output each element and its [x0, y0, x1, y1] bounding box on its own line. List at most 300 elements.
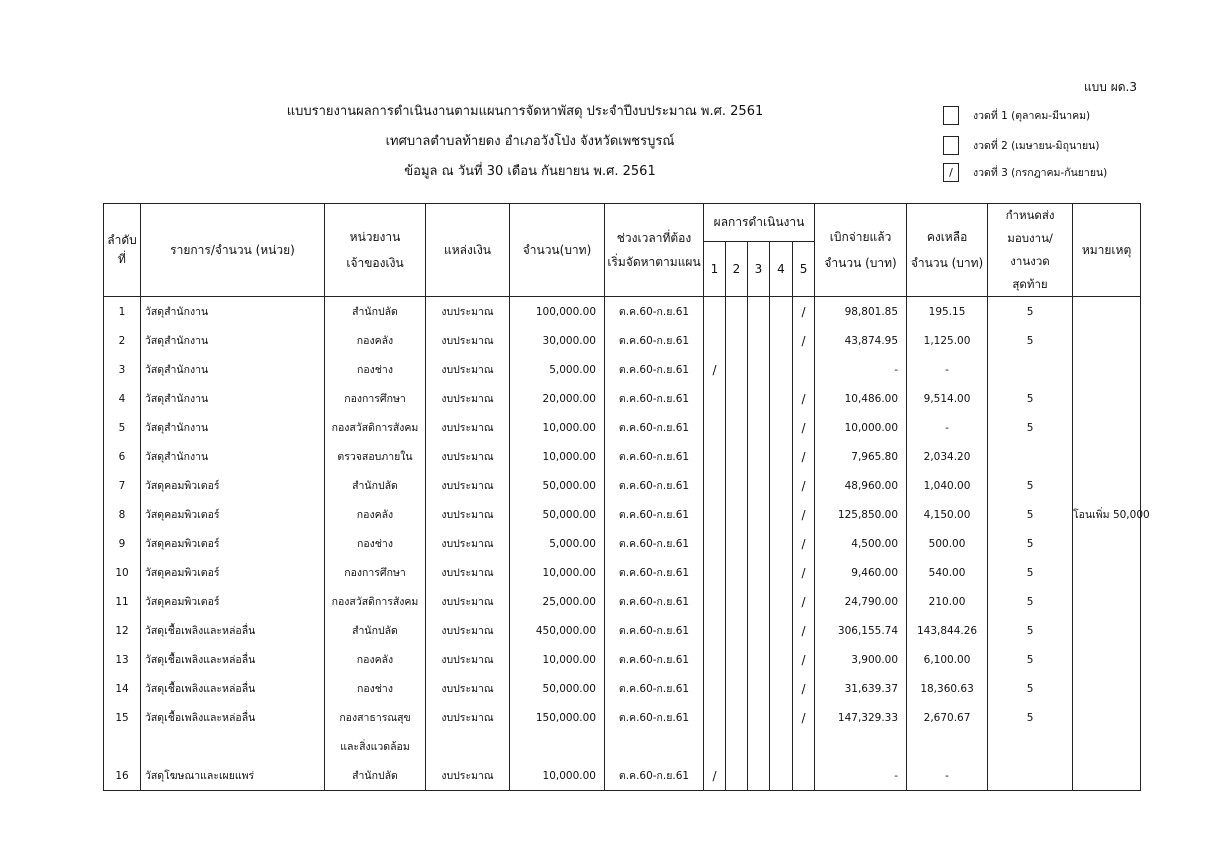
row-paid: 31,639.37: [815, 674, 907, 703]
row-step-2-mark: [726, 500, 748, 529]
row-step-1-mark: [704, 384, 726, 413]
row-source: งบประมาณ: [426, 471, 510, 500]
row-balance: 2,034.20: [907, 442, 988, 471]
row-deadline: 5: [988, 471, 1073, 500]
row-step-5-mark: /: [793, 558, 815, 587]
row-paid: -: [815, 761, 907, 791]
col-step-5: 5: [793, 241, 815, 296]
row-step-3-mark: [748, 703, 770, 732]
row-balance: -: [907, 761, 988, 791]
table-row: [104, 297, 1141, 327]
row-step-4-mark: [770, 529, 793, 558]
row-step-1-mark: /: [704, 761, 726, 791]
row-step-4-mark: [770, 558, 793, 587]
row-step-3-mark: [748, 558, 770, 587]
row-source: งบประมาณ: [426, 529, 510, 558]
row-step-1-mark: [704, 326, 726, 355]
row-unit: สำนักปลัด: [325, 297, 426, 327]
row-source: งบประมาณ: [426, 703, 510, 732]
table-row: [104, 732, 1141, 761]
table-row: [104, 442, 1141, 471]
row-step-3-mark: [748, 587, 770, 616]
row-step-4-mark: [770, 355, 793, 384]
row-step-1-mark: [704, 529, 726, 558]
row-unit: ตรวจสอบภายใน: [325, 442, 426, 471]
row-paid: 43,874.95: [815, 326, 907, 355]
row-step-5-mark: [793, 761, 815, 791]
row-period: ต.ค.60-ก.ย.61: [605, 500, 704, 529]
row-deadline: [988, 442, 1073, 471]
row-number: 14: [104, 674, 141, 703]
row-number: 13: [104, 645, 141, 674]
row-period: ต.ค.60-ก.ย.61: [605, 529, 704, 558]
row-number: 3: [104, 355, 141, 384]
row-balance: 9,514.00: [907, 384, 988, 413]
table-row: [104, 674, 1141, 703]
row-unit: กองการศึกษา: [325, 384, 426, 413]
col-balance: คงเหลือ จำนวน (บาท): [907, 204, 988, 297]
table-row: [104, 355, 1141, 384]
row-number: 2: [104, 326, 141, 355]
row-remark: [1073, 326, 1141, 355]
period-1: [943, 106, 1090, 125]
row-period: ต.ค.60-ก.ย.61: [605, 674, 704, 703]
row-paid: 125,850.00: [815, 500, 907, 529]
row-deadline: 5: [988, 645, 1073, 674]
row-number: 11: [104, 587, 141, 616]
row-item: วัสดุคอมพิวเตอร์: [141, 587, 325, 616]
period-2: [943, 136, 1099, 155]
row-paid: [815, 732, 907, 761]
col-step-3: 3: [748, 241, 770, 296]
row-balance: 6,100.00: [907, 645, 988, 674]
organization-line: เทศบาลตำบลท้ายดง อำเภอวังโป่ง จังหวัดเพชรบูรณ์: [385, 134, 675, 149]
row-unit: สำนักปลัด: [325, 761, 426, 791]
row-step-3-mark: [748, 471, 770, 500]
row-step-4-mark: [770, 703, 793, 732]
data-date-line: ข้อมูล ณ วันที่ 30 เดือน กันยายน พ.ศ. 2561: [404, 164, 656, 179]
row-period: ต.ค.60-ก.ย.61: [605, 413, 704, 442]
row-step-3-mark: [748, 674, 770, 703]
row-step-3-mark: [748, 529, 770, 558]
form-code: แบบ ผด.3: [1083, 80, 1137, 94]
row-deadline: 5: [988, 674, 1073, 703]
row-step-2-mark: [726, 761, 748, 791]
row-number: 10: [104, 558, 141, 587]
row-number: [104, 732, 141, 761]
row-unit: กองการศึกษา: [325, 558, 426, 587]
row-unit: สำนักปลัด: [325, 471, 426, 500]
row-step-1-mark: [704, 703, 726, 732]
row-paid: 48,960.00: [815, 471, 907, 500]
row-deadline: 5: [988, 413, 1073, 442]
row-step-3-mark: [748, 442, 770, 471]
row-step-4-mark: [770, 297, 793, 327]
row-item: [141, 732, 325, 761]
row-item: วัสดุสำนักงาน: [141, 442, 325, 471]
row-step-3-mark: [748, 326, 770, 355]
row-step-3-mark: [748, 732, 770, 761]
col-step-4: 4: [770, 241, 793, 296]
row-step-1-mark: [704, 558, 726, 587]
row-step-4-mark: [770, 674, 793, 703]
row-step-5-mark: /: [793, 297, 815, 327]
row-step-3-mark: [748, 355, 770, 384]
row-source: งบประมาณ: [426, 297, 510, 327]
procurement-table: [103, 203, 1150, 791]
col-deadline: กำหนดส่ง มอบงาน/ งานงวด สุดท้าย: [988, 204, 1073, 297]
row-remark: [1073, 471, 1141, 500]
report-title: แบบรายงานผลการดำเนินงานตามแผนการจัดหาพัสดุ ประจำปีงบประมาณ พ.ศ. 2561: [286, 104, 764, 119]
period-3: [943, 163, 1107, 182]
row-deadline: [988, 732, 1073, 761]
row-paid: 7,965.80: [815, 442, 907, 471]
row-period: ต.ค.60-ก.ย.61: [605, 355, 704, 384]
row-item: วัสดุเชื้อเพลิงและหล่อลื่น: [141, 674, 325, 703]
row-step-5-mark: [793, 732, 815, 761]
row-step-4-mark: [770, 587, 793, 616]
row-deadline: [988, 355, 1073, 384]
row-source: งบประมาณ: [426, 587, 510, 616]
row-deadline: 5: [988, 616, 1073, 645]
row-step-1-mark: [704, 616, 726, 645]
period-3-checkbox[interactable]: /: [943, 163, 959, 182]
row-remark: [1073, 645, 1141, 674]
row-step-5-mark: /: [793, 500, 815, 529]
row-unit: กองช่าง: [325, 529, 426, 558]
row-source: งบประมาณ: [426, 616, 510, 645]
period-2-checkbox[interactable]: [943, 136, 959, 155]
row-step-2-mark: [726, 674, 748, 703]
row-step-1-mark: [704, 732, 726, 761]
row-period: ต.ค.60-ก.ย.61: [605, 761, 704, 791]
row-unit: กองคลัง: [325, 500, 426, 529]
row-remark: [1073, 761, 1141, 791]
row-deadline: 5: [988, 703, 1073, 732]
row-source: งบประมาณ: [426, 413, 510, 442]
row-step-4-mark: [770, 761, 793, 791]
row-paid: 306,155.74: [815, 616, 907, 645]
row-amount: 100,000.00: [510, 297, 605, 327]
row-balance: 540.00: [907, 558, 988, 587]
row-unit: กองช่าง: [325, 674, 426, 703]
row-period: [605, 732, 704, 761]
table-row: [104, 471, 1141, 500]
row-source: งบประมาณ: [426, 326, 510, 355]
row-step-5-mark: /: [793, 384, 815, 413]
row-unit: สำนักปลัด: [325, 616, 426, 645]
row-step-5-mark: /: [793, 471, 815, 500]
row-step-3-mark: [748, 413, 770, 442]
row-step-3-mark: [748, 500, 770, 529]
row-deadline: 5: [988, 384, 1073, 413]
row-step-1-mark: [704, 442, 726, 471]
row-amount: 50,000.00: [510, 500, 605, 529]
table-row: [104, 413, 1141, 442]
row-step-2-mark: [726, 297, 748, 327]
row-number: 7: [104, 471, 141, 500]
row-step-4-mark: [770, 413, 793, 442]
row-amount: 450,000.00: [510, 616, 605, 645]
row-number: 8: [104, 500, 141, 529]
col-source: แหล่งเงิน: [426, 204, 510, 297]
row-item: วัสดุคอมพิวเตอร์: [141, 471, 325, 500]
row-item: วัสดุคอมพิวเตอร์: [141, 558, 325, 587]
table-row: [104, 384, 1141, 413]
row-paid: 10,486.00: [815, 384, 907, 413]
row-unit: และสิ่งแวดล้อม: [325, 732, 426, 761]
row-step-3-mark: [748, 645, 770, 674]
row-step-1-mark: [704, 674, 726, 703]
row-paid: 9,460.00: [815, 558, 907, 587]
table-body: [104, 297, 1150, 791]
row-step-5-mark: /: [793, 529, 815, 558]
row-item: วัสดุสำนักงาน: [141, 326, 325, 355]
row-step-5-mark: /: [793, 442, 815, 471]
row-amount: 10,000.00: [510, 645, 605, 674]
row-number: 9: [104, 529, 141, 558]
row-item: วัสดุโฆษณาและเผยแพร่: [141, 761, 325, 791]
row-step-2-mark: [726, 471, 748, 500]
row-period: ต.ค.60-ก.ย.61: [605, 471, 704, 500]
row-step-5-mark: /: [793, 645, 815, 674]
row-step-2-mark: [726, 558, 748, 587]
row-balance: 2,670.67: [907, 703, 988, 732]
row-step-2-mark: [726, 355, 748, 384]
row-step-5-mark: /: [793, 674, 815, 703]
row-number: 1: [104, 297, 141, 327]
row-balance: 143,844.26: [907, 616, 988, 645]
table-row: [104, 616, 1141, 645]
row-remark: [1073, 587, 1141, 616]
col-no: ลำดับ ที่: [104, 204, 141, 297]
row-source: งบประมาณ: [426, 500, 510, 529]
row-period: ต.ค.60-ก.ย.61: [605, 587, 704, 616]
col-step-2: 2: [726, 241, 748, 296]
col-unit: หน่วยงาน เจ้าของเงิน: [325, 204, 426, 297]
row-number: 6: [104, 442, 141, 471]
row-item: วัสดุคอมพิวเตอร์: [141, 529, 325, 558]
row-unit: กองคลัง: [325, 326, 426, 355]
row-step-2-mark: [726, 732, 748, 761]
col-result: ผลการดำเนินงาน: [704, 204, 815, 242]
row-number: 5: [104, 413, 141, 442]
row-remark: [1073, 529, 1141, 558]
row-amount: 50,000.00: [510, 471, 605, 500]
row-remark: [1073, 674, 1141, 703]
row-amount: 10,000.00: [510, 413, 605, 442]
row-deadline: 5: [988, 500, 1073, 529]
row-remark: [1073, 355, 1141, 384]
row-balance: -: [907, 413, 988, 442]
row-amount: 10,000.00: [510, 761, 605, 791]
row-remark: [1073, 703, 1141, 732]
row-amount: 50,000.00: [510, 674, 605, 703]
row-balance: 500.00: [907, 529, 988, 558]
row-remark: [1073, 384, 1141, 413]
row-balance: 1,040.00: [907, 471, 988, 500]
row-deadline: 5: [988, 297, 1073, 327]
table-row: [104, 645, 1141, 674]
row-source: งบประมาณ: [426, 558, 510, 587]
row-paid: 4,500.00: [815, 529, 907, 558]
col-item: รายการ/จำนวน (หน่วย): [141, 204, 325, 297]
row-source: [426, 732, 510, 761]
col-step-1: 1: [704, 241, 726, 296]
row-balance: 210.00: [907, 587, 988, 616]
row-number: 15: [104, 703, 141, 732]
row-balance: 195.15: [907, 297, 988, 327]
row-remark: [1073, 616, 1141, 645]
table-row: [104, 703, 1141, 732]
row-paid: -: [815, 355, 907, 384]
row-remark: [1073, 442, 1141, 471]
row-deadline: 5: [988, 529, 1073, 558]
row-step-1-mark: [704, 500, 726, 529]
row-remark: [1073, 297, 1141, 327]
row-step-2-mark: [726, 326, 748, 355]
row-paid: 24,790.00: [815, 587, 907, 616]
row-step-5-mark: /: [793, 326, 815, 355]
row-step-5-mark: /: [793, 616, 815, 645]
row-period: ต.ค.60-ก.ย.61: [605, 297, 704, 327]
row-amount: 30,000.00: [510, 326, 605, 355]
period-1-label: งวดที่ 1 (ตุลาคม-มีนาคม): [973, 110, 1091, 122]
period-2-label: งวดที่ 2 (เมษายน-มิถุนายน): [973, 140, 1100, 152]
row-item: วัสดุสำนักงาน: [141, 384, 325, 413]
row-amount: 20,000.00: [510, 384, 605, 413]
row-paid: 98,801.85: [815, 297, 907, 327]
row-unit: กองสวัสดิการสังคม: [325, 413, 426, 442]
row-step-4-mark: [770, 326, 793, 355]
row-deadline: 5: [988, 558, 1073, 587]
row-paid: 10,000.00: [815, 413, 907, 442]
row-period: ต.ค.60-ก.ย.61: [605, 384, 704, 413]
row-step-5-mark: [793, 355, 815, 384]
row-balance: 1,125.00: [907, 326, 988, 355]
row-balance: 4,150.00: [907, 500, 988, 529]
period-3-label: งวดที่ 3 (กรกฎาคม-กันยายน): [973, 167, 1108, 179]
row-amount: 25,000.00: [510, 587, 605, 616]
row-source: งบประมาณ: [426, 442, 510, 471]
table-row: [104, 529, 1141, 558]
row-deadline: [988, 761, 1073, 791]
col-amount: จำนวน(บาท): [510, 204, 605, 297]
row-balance: -: [907, 355, 988, 384]
row-source: งบประมาณ: [426, 355, 510, 384]
row-period: ต.ค.60-ก.ย.61: [605, 558, 704, 587]
col-paid: เบิกจ่ายแล้ว จำนวน (บาท): [815, 204, 907, 297]
row-step-5-mark: /: [793, 413, 815, 442]
row-item: วัสดุเชื้อเพลิงและหล่อลื่น: [141, 645, 325, 674]
row-number: 12: [104, 616, 141, 645]
row-amount: 5,000.00: [510, 529, 605, 558]
row-step-5-mark: /: [793, 587, 815, 616]
row-unit: กองสาธารณสุข: [325, 703, 426, 732]
row-amount: 150,000.00: [510, 703, 605, 732]
row-step-4-mark: [770, 732, 793, 761]
row-period: ต.ค.60-ก.ย.61: [605, 326, 704, 355]
row-step-2-mark: [726, 645, 748, 674]
row-paid: 147,329.33: [815, 703, 907, 732]
row-balance: 18,360.63: [907, 674, 988, 703]
col-remark: หมายเหตุ: [1073, 204, 1141, 297]
row-step-4-mark: [770, 471, 793, 500]
row-step-3-mark: [748, 616, 770, 645]
row-remark: [1073, 732, 1141, 761]
row-amount: 10,000.00: [510, 442, 605, 471]
row-step-1-mark: /: [704, 355, 726, 384]
row-item: วัสดุเชื้อเพลิงและหล่อลื่น: [141, 703, 325, 732]
row-period: ต.ค.60-ก.ย.61: [605, 616, 704, 645]
col-period: ช่วงเวลาที่ต้อง เริ่มจัดหาตามแผน: [605, 204, 704, 297]
table-header: [104, 204, 1141, 297]
row-deadline: 5: [988, 587, 1073, 616]
row-step-5-mark: /: [793, 703, 815, 732]
row-deadline: 5: [988, 326, 1073, 355]
row-step-1-mark: [704, 471, 726, 500]
row-paid: 3,900.00: [815, 645, 907, 674]
row-item: วัสดุคอมพิวเตอร์: [141, 500, 325, 529]
row-amount: 5,000.00: [510, 355, 605, 384]
row-unit: กองคลัง: [325, 645, 426, 674]
row-step-4-mark: [770, 616, 793, 645]
table-row: [104, 558, 1141, 587]
row-period: ต.ค.60-ก.ย.61: [605, 645, 704, 674]
row-balance: [907, 732, 988, 761]
row-period: ต.ค.60-ก.ย.61: [605, 703, 704, 732]
row-step-4-mark: [770, 645, 793, 674]
row-period: ต.ค.60-ก.ย.61: [605, 442, 704, 471]
row-step-3-mark: [748, 384, 770, 413]
row-step-2-mark: [726, 703, 748, 732]
row-step-3-mark: [748, 297, 770, 327]
row-step-1-mark: [704, 587, 726, 616]
row-step-2-mark: [726, 529, 748, 558]
row-number: 16: [104, 761, 141, 791]
row-item: วัสดุสำนักงาน: [141, 355, 325, 384]
row-step-2-mark: [726, 587, 748, 616]
row-source: งบประมาณ: [426, 674, 510, 703]
row-step-3-mark: [748, 761, 770, 791]
table-row: [104, 500, 1141, 529]
row-source: งบประมาณ: [426, 761, 510, 791]
table-row: [104, 326, 1141, 355]
row-unit: กองช่าง: [325, 355, 426, 384]
row-source: งบประมาณ: [426, 384, 510, 413]
row-step-1-mark: [704, 297, 726, 327]
row-step-4-mark: [770, 442, 793, 471]
row-item: วัสดุสำนักงาน: [141, 297, 325, 327]
row-step-4-mark: [770, 384, 793, 413]
row-remark: [1073, 558, 1141, 587]
row-source: งบประมาณ: [426, 645, 510, 674]
row-remark: [1073, 413, 1141, 442]
row-step-1-mark: [704, 645, 726, 674]
row-item: วัสดุสำนักงาน: [141, 413, 325, 442]
row-step-4-mark: [770, 500, 793, 529]
row-step-2-mark: [726, 384, 748, 413]
row-step-1-mark: [704, 413, 726, 442]
row-amount: 10,000.00: [510, 558, 605, 587]
row-number: 4: [104, 384, 141, 413]
table-row: [104, 587, 1141, 616]
row-unit: กองสวัสดิการสังคม: [325, 587, 426, 616]
row-step-2-mark: [726, 413, 748, 442]
table-row: [104, 761, 1141, 791]
period-1-checkbox[interactable]: [943, 106, 959, 125]
row-step-2-mark: [726, 442, 748, 471]
